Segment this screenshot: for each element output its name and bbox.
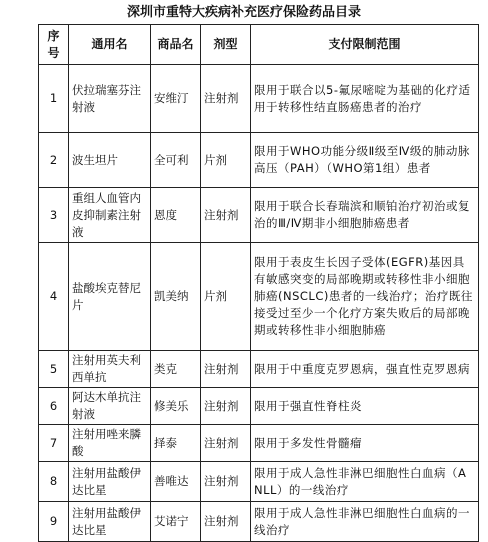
generic-name: 盐酸埃克替尼片	[69, 243, 151, 351]
table-row	[39, 502, 479, 542]
generic-name: 注射用英夫利西单抗	[69, 351, 151, 388]
generic-name: 伏拉瑞塞芬注射液	[69, 65, 151, 133]
dosage-form: 片剂	[201, 133, 251, 188]
payment-scope: 限用于联合长春瑞滨和顺铂治疗初治或复治的Ⅲ/Ⅳ期非小细胞肺癌患者	[251, 188, 479, 243]
table-row	[39, 351, 479, 388]
payment-scope: 限用于强直性脊柱炎	[251, 388, 479, 425]
payment-scope: 限用于表皮生长因子受体(EGFR)基因具有敏感突变的局部晚期或转移性非小细胞肺癌(NSCLC)患者的一线治疗；治疗既往接受过至少一个化疗方案失败后的局部晚期或转移性非小细胞肺癌	[251, 243, 479, 351]
dosage-form: 片剂	[201, 243, 251, 351]
table-row	[39, 388, 479, 425]
header-generic-name: 通用名	[69, 25, 151, 65]
dosage-form: 注射剂	[201, 462, 251, 502]
dosage-form: 注射剂	[201, 502, 251, 542]
generic-name: 阿达木单抗注射液	[69, 388, 151, 425]
table-row	[39, 133, 479, 188]
header-dosage-form: 剂型	[201, 25, 251, 65]
row-no: 5	[39, 351, 69, 388]
dosage-form: 注射剂	[201, 351, 251, 388]
payment-scope: 限用于WHO功能分级Ⅱ级至Ⅳ级的肺动脉高压（PAH）（WHO第1组）患者	[251, 133, 479, 188]
header-no: 序号	[39, 25, 69, 65]
dosage-form: 注射剂	[201, 65, 251, 133]
payment-scope: 限用于中重度克罗恩病，强直性克罗恩病	[251, 351, 479, 388]
trade-name: 善唯达	[151, 462, 201, 502]
payment-scope: 限用于成人急性非淋巴细胞性白血病（ANLL）的一线治疗	[251, 462, 479, 502]
table-row	[39, 243, 479, 351]
generic-name: 注射用盐酸伊达比星	[69, 502, 151, 542]
generic-name: 重组人血管内皮抑制素注射液	[69, 188, 151, 243]
dosage-form: 注射剂	[201, 425, 251, 462]
row-no: 1	[39, 65, 69, 133]
table-row	[39, 425, 479, 462]
dosage-form: 注射剂	[201, 388, 251, 425]
payment-scope: 限用于多发性骨髓瘤	[251, 425, 479, 462]
payment-scope: 限用于成人急性非淋巴细胞性白血病的一线治疗	[251, 502, 479, 542]
row-no: 2	[39, 133, 69, 188]
table-header-row	[39, 25, 479, 65]
table-row	[39, 65, 479, 133]
drug-list-table	[38, 24, 479, 542]
trade-name: 凯美纳	[151, 243, 201, 351]
row-no: 9	[39, 502, 69, 542]
trade-name: 修美乐	[151, 388, 201, 425]
row-no: 8	[39, 462, 69, 502]
row-no: 3	[39, 188, 69, 243]
payment-scope: 限用于联合以5-氟尿嘧啶为基础的化疗适用于转移性结直肠癌患者的治疗	[251, 65, 479, 133]
trade-name: 择泰	[151, 425, 201, 462]
page-title: 深圳市重特大疾病补充医疗保险药品目录	[126, 5, 361, 20]
trade-name: 恩度	[151, 188, 201, 243]
row-no: 7	[39, 425, 69, 462]
trade-name: 类克	[151, 351, 201, 388]
trade-name: 全可利	[151, 133, 201, 188]
header-trade-name: 商品名	[151, 25, 201, 65]
row-no: 6	[39, 388, 69, 425]
table-row	[39, 462, 479, 502]
header-payment-scope: 支付限制范围	[251, 25, 479, 65]
generic-name: 注射用盐酸伊达比星	[69, 462, 151, 502]
row-no: 4	[39, 243, 69, 351]
generic-name: 注射用唑来膦酸	[69, 425, 151, 462]
table-row	[39, 188, 479, 243]
trade-name: 安维汀	[151, 65, 201, 133]
dosage-form: 注射剂	[201, 188, 251, 243]
generic-name: 波生坦片	[69, 133, 151, 188]
trade-name: 艾诺宁	[151, 502, 201, 542]
